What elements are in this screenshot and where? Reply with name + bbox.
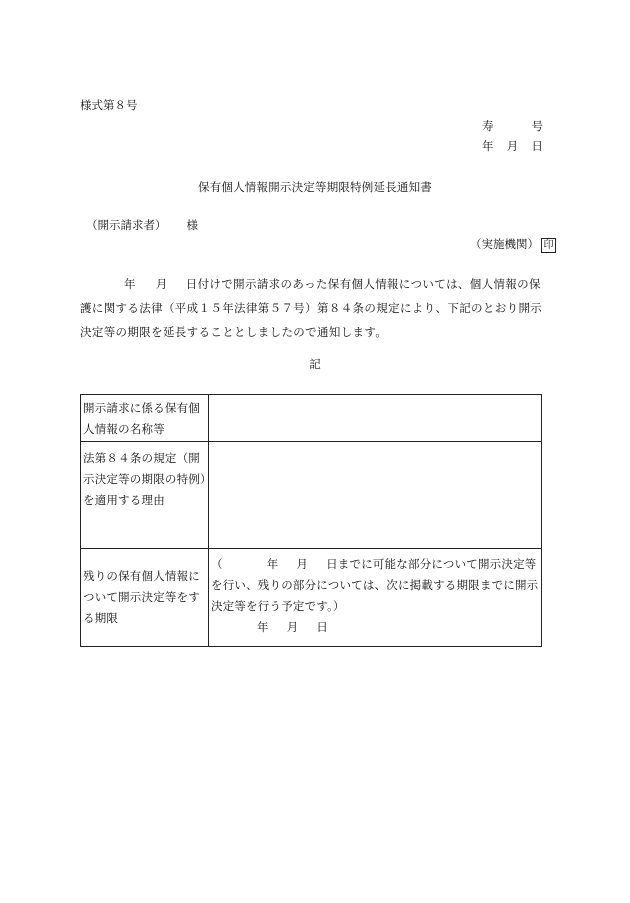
reason-label: 法第８４条の規定（開示決定等の期限の特例）を適用する理由: [81, 442, 209, 549]
extended-deadline-date: [211, 617, 539, 638]
extended-deadline-month: 月: [286, 620, 299, 634]
deadline-label: 残りの保有個人情報について開示決定等をする期限: [81, 549, 209, 647]
body-year: 年: [124, 277, 136, 291]
body-month: 月: [155, 277, 168, 291]
deadline-value: [209, 549, 542, 647]
form-number: 様式第８号: [80, 98, 138, 112]
document-date-day: 日: [531, 139, 543, 153]
addressee-name: （開示請求者）: [86, 218, 167, 232]
document-title: 保有個人情報開示決定等期限特例延長通知書: [198, 180, 432, 194]
document-number-suffix: 号: [531, 119, 543, 133]
seal-mark: 印: [541, 238, 556, 253]
body-text: 日付けで開示請求のあった保有個人情報については、個人情報の保護に関する法律（平成１５年法律第５７号）第８４条の規定により、下記のとおり開示決定等の期限を延長することとしましたので通知します。: [80, 277, 543, 339]
issuer-label: （実施機関）: [470, 237, 539, 251]
table-row: [81, 549, 542, 647]
deadline-text: 日までに可能な部分について開示決定等を行い、残りの部分については、次に掲載する期限までに開示決定等を行う予定です。）: [211, 557, 539, 613]
document-date-month: 月: [506, 139, 519, 153]
deadline-open-paren: （: [211, 557, 223, 571]
addressee-honorific: 様: [186, 218, 198, 232]
document-date-year: 年: [482, 139, 494, 153]
notice-body: [80, 272, 546, 344]
detail-table: [80, 394, 542, 647]
reason-value: [209, 442, 542, 549]
extended-deadline-year: 年: [257, 620, 269, 634]
deadline-year: 年: [266, 557, 279, 571]
document-date: [482, 139, 543, 153]
addressee: [86, 218, 198, 232]
info-name-label: 開示請求に係る保有個人情報の名称等: [81, 395, 209, 442]
ki-heading: 記: [309, 357, 321, 371]
info-name-value: [209, 395, 542, 442]
issuer: [470, 237, 556, 253]
document-number-prefix: 寿: [482, 119, 494, 133]
extended-deadline-day: 日: [316, 620, 329, 634]
table-row: [81, 395, 542, 442]
deadline-month: 月: [296, 557, 309, 571]
table-row: [81, 442, 542, 549]
document-number: [482, 119, 543, 133]
